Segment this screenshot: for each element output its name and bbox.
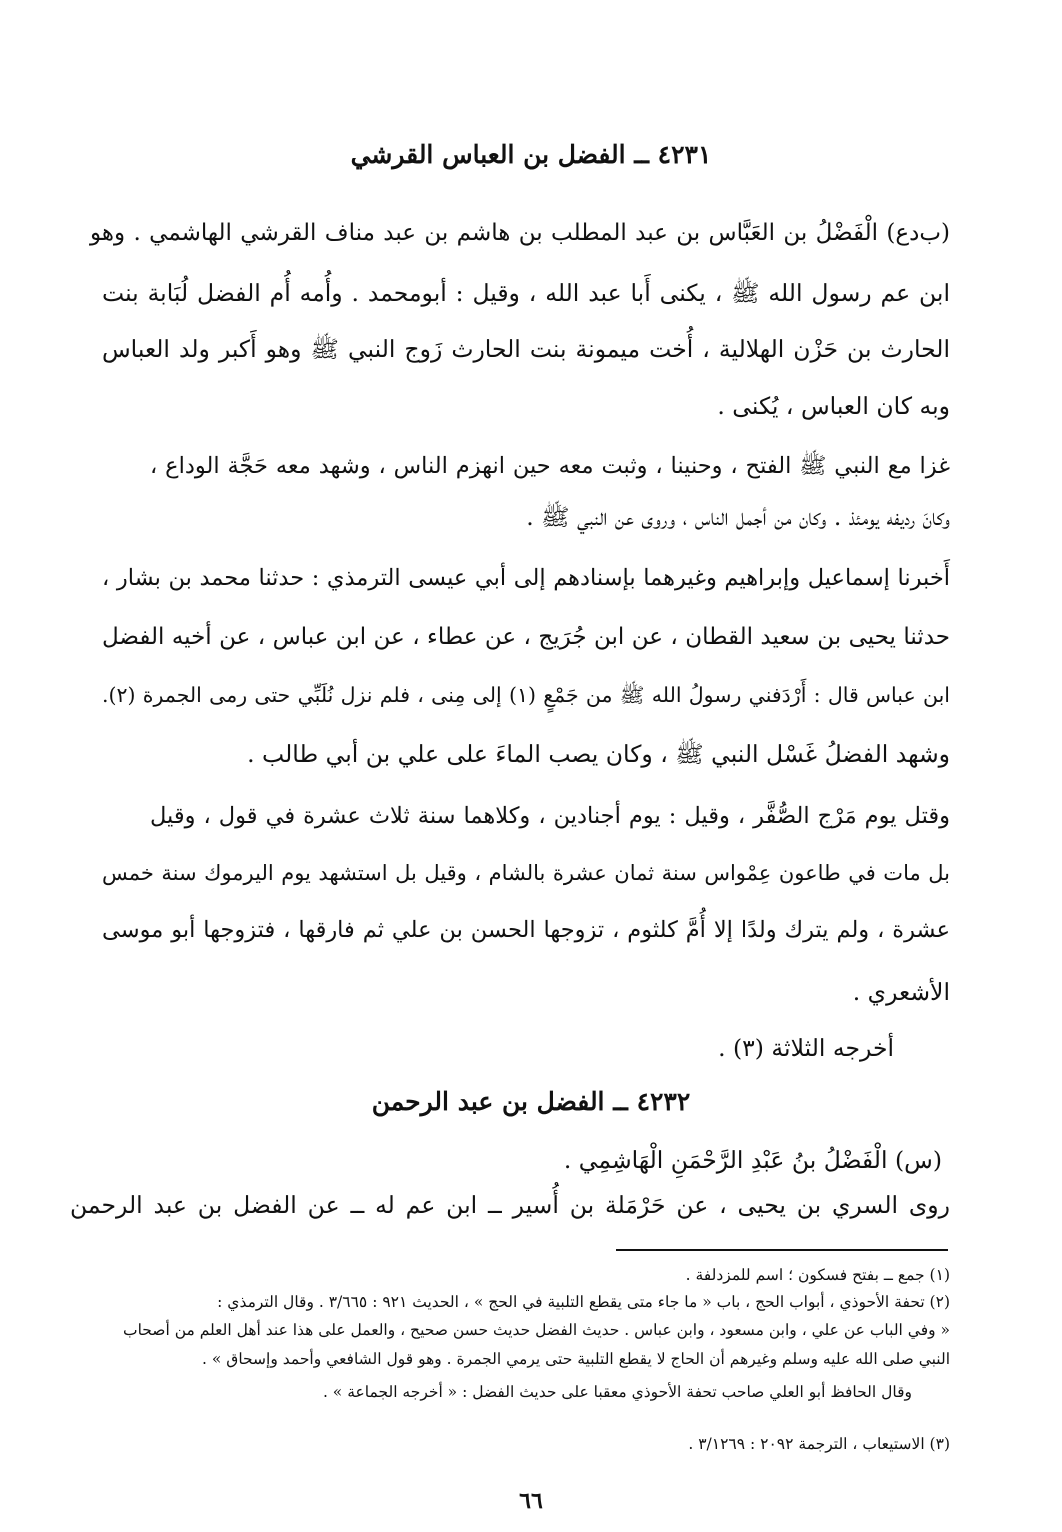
text-line: ابن عم رسول الله ﷺ ، يكنى أَبا عبد الله ، وقيل : أبومحمد . وأُمه أُم الفضل لُبَابة بنت (102, 279, 950, 307)
text-line: حدثنا يحيى بن سعيد القطان ، عن ابن جُرَيج ، عن عطاء ، عن ابن عباس ، عن أخيه الفضل (102, 624, 950, 650)
text-line: وشهد الفضلُ غَسْل النبي ﷺ ، وكان يصب الماءَ على علي بن أبي طالب . (247, 740, 950, 768)
footnote-2-continued: وقال الحافظ أبو العلي صاحب تحفة الأحوذي معقبا على حديث الفضل : « أخرجه الجماعة » . (322, 1383, 912, 1401)
text-line: عشرة ، ولم يترك ولدًا إلا أُمَّ كلثوم ، تزوجها الحسن بن علي ثم فارقها ، فتزوجها أبو موسى (102, 917, 950, 943)
page-number: ٦٦ (519, 1488, 543, 1514)
text-line: أخرجه الثلاثة (٣) . (718, 1034, 894, 1062)
text-line: وكانَ رديفه يومئذ . وكان من أجمل الناس ، وروى عن النبي ﷺ . (526, 503, 950, 531)
text-line: ابن عباس قال : أَرْدَفني رسولُ الله ﷺ من جَمْعٍ (١) إلى مِنى ، فلم نزل نُلَبِّي حتى رمى الجمرة (٢). (102, 683, 950, 707)
footnote-2-continued: النبي صلى الله عليه وسلم وغيرهم أن الحاج لا يقطع التلبية حتى يرمي الجمرة . وهو قول الشافعي وأحمد وإسحاق » . (202, 1350, 950, 1368)
text-line: روى السري بن يحيى ، عن حَرْمَلة بن أُسير ــ ابن عم له ــ عن الفضل بن عبد الرحمن (70, 1191, 950, 1219)
footnote-2-continued: « وفي الباب عن علي ، وابن مسعود ، وابن عباس . حديث الفضل حديث حسن صحيح ، والعمل على هذا عند أهل العلم من أصحاب (122, 1321, 950, 1339)
entry-heading-4232: ٤٢٣٢ ــ الفضل بن عبد الرحمن (371, 1087, 691, 1116)
text-line: أَخبرنا إسماعيل وإبراهيم وغيرهما بإسنادهم إلى أبي عيسى الترمذي : حدثنا محمد بن بشار ، (102, 565, 950, 591)
text-line: وقتل يوم مَرْج الصُّفَّر ، وقيل : يوم أجنادين ، وكلاهما سنة ثلاث عشرة في قول ، وقيل (150, 803, 950, 829)
entry-heading-4231: ٤٢٣١ ــ الفضل بن العباس القرشي (350, 140, 712, 169)
text-line: الحارث بن حَزْن الهلالية ، أُخت ميمونة بنت الحارث زَوج النبي ﷺ وهو أَكبر ولد العباس (102, 335, 950, 363)
footnote-divider (616, 1249, 948, 1251)
footnote-1: (١) جمع ــ بفتح فسكون ؛ اسم للمزدلفة . (685, 1266, 950, 1284)
text-line: بل مات في طاعون عِمْواس سنة ثمان عشرة بالشام ، وقيل بل استشهد يوم اليرموك سنة خمس (102, 861, 950, 885)
footnote-2: (٢) تحفة الأحوذي ، أبواب الحج ، باب « ما جاء متى يقطع التلبية في الحج » ، الحديث ٩٢١ : ٣/٦٦٥ . وقال الترمذي : (217, 1293, 950, 1311)
text-line: (ب‌د‌ع) الْفَضْلُ بن العَبَّاس بن عبد المطلب بن هاشم بن عبد مناف القرشي الهاشمي . وهو (90, 220, 950, 246)
footnote-3: (٣) الاستيعاب ، الترجمة ٢٠٩٢ : ٣/١٢٦٩ . (688, 1435, 950, 1453)
text-line: الأشعري . (852, 978, 950, 1006)
text-line: وبه كان العباس ، يُكنى . (717, 392, 950, 420)
text-line: (س) الْفَضْلُ بنُ عَبْدِ الرَّحْمَنِ الْهَاشِمِي . (563, 1146, 942, 1174)
text-line: غزا مع النبي ﷺ الفتح ، وحنينا ، وثبت معه حين انهزم الناس ، وشهد معه حَجَّة الوداع ، (150, 453, 950, 479)
